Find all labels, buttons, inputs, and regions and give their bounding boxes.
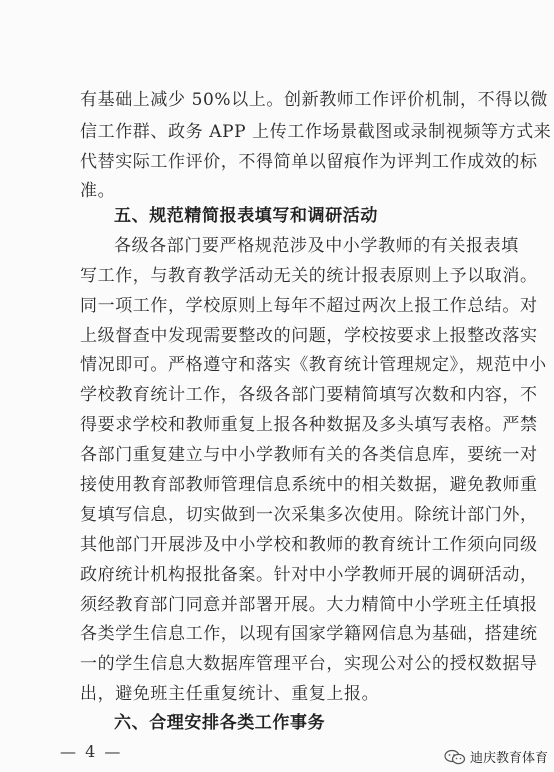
text-line-20: 一的学生信息大数据库管理平台，实现公对公的授权数据导 — [80, 654, 538, 674]
section-heading-6: 六、合理安排各类工作事务 — [114, 713, 326, 733]
text-line-4: 准。 — [80, 181, 116, 201]
text-line-17: 政府统计机构报批备案。针对中小学教师开展的调研活动， — [80, 565, 538, 585]
page-number: — 4 — — [60, 742, 123, 761]
text-line-15: 复填写信息，切实做到一次采集多次使用。除统计部门外， — [80, 505, 538, 525]
text-line-6: 各级各部门要严格规范涉及中小学教师的有关报表填 — [114, 236, 519, 256]
text-line-7: 写工作，与教育教学活动无关的统计报表原则上予以取消。 — [80, 266, 538, 286]
watermark-text: 迪庆教育体育 — [469, 751, 548, 766]
text-line-13: 各部门重复建立与中小学教师有关的各类信息库，要统一对 — [80, 445, 538, 465]
watermark — [444, 747, 548, 766]
text-line-11: 学校教育统计工作，各级各部门要精简填写次数和内容，不 — [80, 385, 538, 405]
text-line-21: 出，避免班主任重复统计、重复上报。 — [80, 684, 380, 704]
text-line-8: 同一项工作，学校原则上每年不超过两次上报工作总结。对 — [80, 296, 538, 316]
text-line-18: 须经教育部门同意并部署开展。大力精简中小学班主任填报 — [80, 595, 538, 615]
text-line-10: 情况即可。严格遵守和落实《教育统计管理规定》，规范中小 — [80, 355, 547, 375]
text-line-19: 各类学生信息工作，以现有国家学籍网信息为基础，搭建统 — [80, 624, 538, 644]
text-line-12: 得要求学校和教师重复上报各种数据及多头填写表格。严禁 — [80, 415, 538, 435]
wechat-icon — [444, 749, 466, 765]
text-line-9: 上级督查中发现需要整改的问题，学校按要求上报整改落实 — [80, 326, 538, 346]
text-line-1: 有基础上减少 50%以上。创新教师工作评价机制，不得以微 — [80, 90, 548, 110]
text-line-2: 信工作群、政务 APP 上传工作场景截图或录制视频等方式来 — [80, 122, 552, 142]
text-line-16: 其他部门开展涉及中小学校和教师的教育统计工作须向同级 — [80, 535, 538, 555]
text-line-14: 接使用教育部教师管理信息系统中的相关数据，避免教师重 — [80, 475, 538, 495]
section-heading-5: 五、规范精简报表填写和调研活动 — [114, 206, 378, 226]
text-line-3: 代替实际工作评价，不得简单以留痕作为评判工作成效的标 — [80, 152, 538, 172]
